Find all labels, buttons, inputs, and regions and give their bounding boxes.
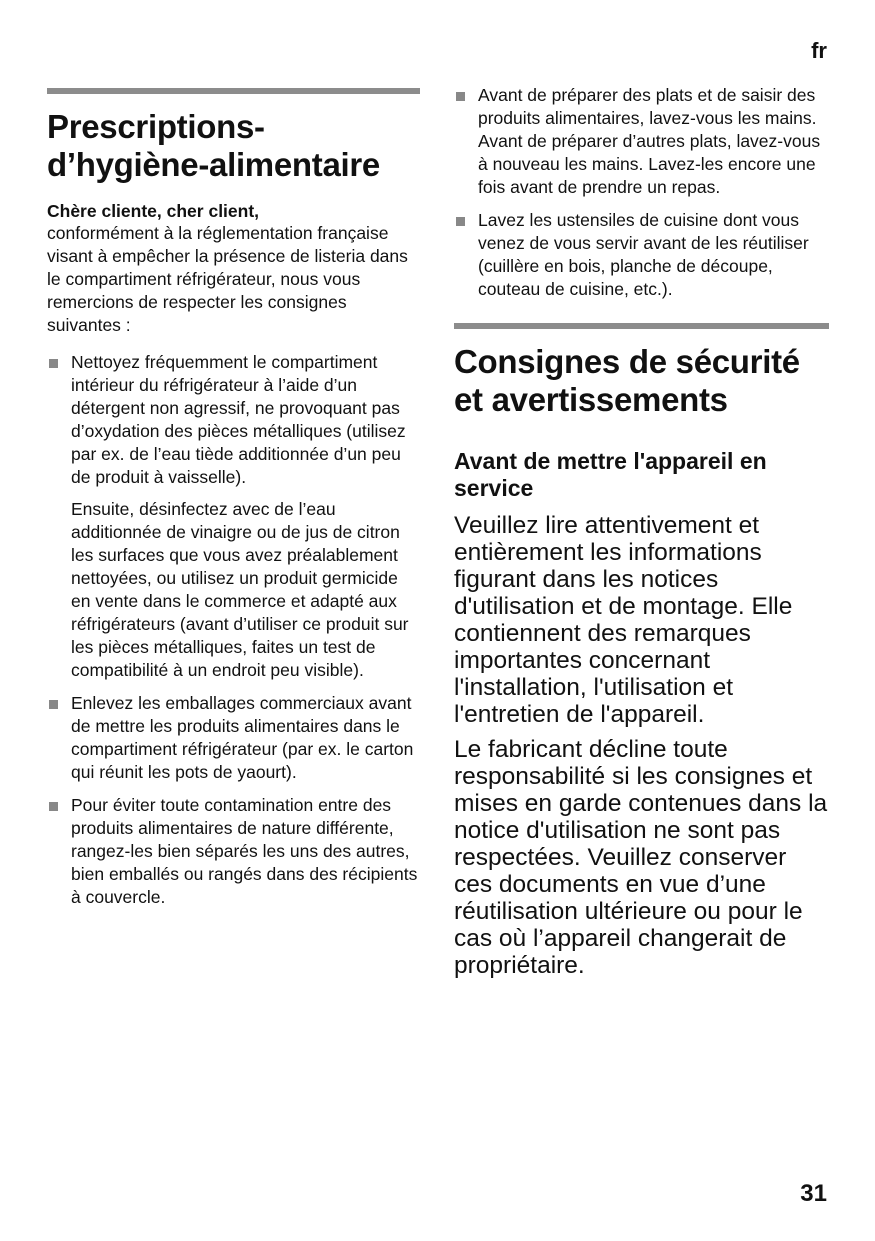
list-item xyxy=(454,84,829,199)
hygiene-list-continued xyxy=(454,84,829,301)
section-rule xyxy=(454,323,829,329)
page-number: 31 xyxy=(800,1180,827,1207)
bullet-square-icon xyxy=(49,700,58,709)
list-item-text: Avant de préparer des plats et de saisir des produits alimentaires, lavez-vous les mains. Avant de préparer d’autres plats, lavez-vous à nouveau les mains. Lavez-les encore une fois avant de prendre un repas. xyxy=(478,85,821,197)
language-code: fr xyxy=(811,38,827,63)
list-item xyxy=(47,351,420,682)
safety-title-line1: Consignes de sécurité xyxy=(454,343,800,380)
section-rule xyxy=(47,88,420,94)
bullet-square-icon xyxy=(456,217,465,226)
right-column xyxy=(454,84,829,979)
list-item-text: Nettoyez fréquemment le compartiment intérieur du réfrigérateur à l’aide d’un détergent non agressif, ne provoquant pas d’oxydation des pièces métalliques (utilisez par ex. de l’eau tiède additionnée d’un peu de produit à vaisselle). xyxy=(71,352,406,487)
bullet-square-icon xyxy=(49,359,58,368)
safety-title xyxy=(454,343,829,419)
bullet-square-icon xyxy=(49,802,58,811)
list-item xyxy=(47,692,420,784)
hygiene-title xyxy=(47,108,420,184)
list-item-text: Lavez les ustensiles de cuisine dont vous venez de vous servir avant de les réutiliser (cuillère en bois, planche de découpe, couteau de cuisine, etc.). xyxy=(478,210,809,299)
safety-paragraph-2: Le fabricant décline toute responsabilité si les consignes et mises en garde contenues dans la notice d'utilisation ne sont pas respectées. Veuillez conserver ces documents en vue d’une réutilisation ultérieure ou pour le cas où l’appareil changerait de propriétaire. xyxy=(454,736,828,979)
intro-text: conformément à la réglementation française visant à empêcher la présence de listeria dans le compartiment réfrigérateur, nous vous remercions de respecter les consignes suivantes : xyxy=(47,223,408,335)
hygiene-section xyxy=(47,88,420,909)
list-item xyxy=(47,794,420,909)
hygiene-list xyxy=(47,351,420,909)
hygiene-title-line1: Prescriptions- xyxy=(47,108,265,145)
hygiene-title-line2: d’hygiène-alimentaire xyxy=(47,146,380,183)
list-item-text: Pour éviter toute contamination entre des produits alimentaires de nature différente, rangez-les bien séparés les uns des autres, bien emballés ou rangés dans des récipients à couvercle. xyxy=(71,795,418,907)
list-item xyxy=(454,209,829,301)
list-item-text: Enlevez les emballages commerciaux avant de mettre les produits alimentaires dans le compartiment réfrigérateur (par ex. le carton qui réunit les pots de yaourt). xyxy=(71,693,414,782)
safety-paragraph-1: Veuillez lire attentivement et entièrement les informations figurant dans les notices d'utilisation et de montage. Elle contiennent des remarques importantes concernant l'installation, l'utilisation et l'entretien de l'appareil. xyxy=(454,512,793,728)
safety-subheading: Avant de mettre l'appareil en service xyxy=(454,448,767,501)
salutation: Chère cliente, cher client, xyxy=(47,201,260,221)
bullet-square-icon xyxy=(456,92,465,101)
list-item-subtext: Ensuite, désinfectez avec de l’eau additionnée de vinaigre ou de jus de citron les surfaces que vous avez préalablement nettoyées, ou utilisez un produit germicide en vente dans le commerce et adapté aux réfrigérateurs (avant d’utiliser ce produit sur les pièces métalliques, faites un test de compatibilité à un endroit peu visible). xyxy=(71,499,409,680)
safety-title-line2: et avertissements xyxy=(454,381,728,418)
